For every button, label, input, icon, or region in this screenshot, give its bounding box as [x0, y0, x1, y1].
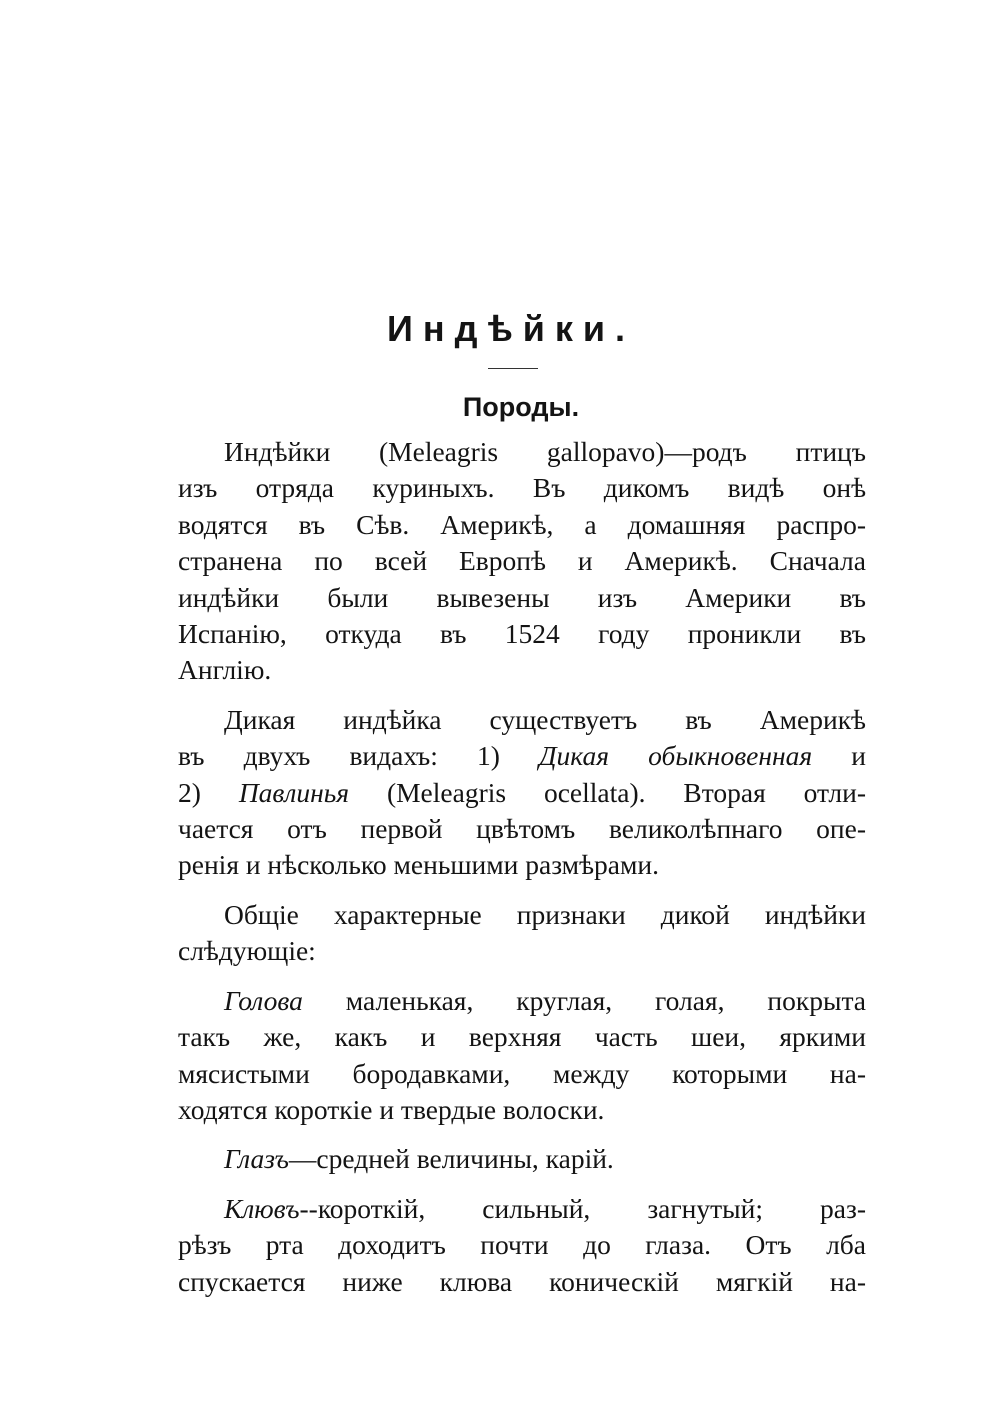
- text-line: водятся въ Сѣв. Америкѣ, а домашняя распро-: [178, 508, 866, 540]
- text-line: странена по всей Европѣ и Америкѣ. Сначала: [178, 545, 866, 577]
- section-title: Породы.: [462, 392, 580, 422]
- italic-term: Глазъ: [224, 1143, 289, 1175]
- text-segment: и: [812, 740, 866, 772]
- paragraph-head: [178, 983, 866, 1129]
- text-line: такъ же, какъ и верхняя часть шеи, яркими: [178, 1021, 866, 1053]
- paragraph-wild-turkey: [178, 702, 866, 884]
- text-line: Индѣйки (Meleagris gallopavo)—родъ птицъ: [224, 436, 866, 467]
- chapter-title: Индѣйки.: [386, 308, 636, 349]
- body-text: [178, 434, 866, 1300]
- text-segment: —средней величины, карій.: [288, 1143, 614, 1175]
- italic-term: Голова: [224, 984, 303, 1016]
- text-line: ходятся короткіе и твердые волоски.: [178, 1093, 605, 1125]
- italic-term: Дикая обыкновенная: [539, 740, 813, 772]
- text-segment: въ двухъ видахъ: 1): [178, 740, 540, 772]
- paragraph-features: [178, 897, 866, 970]
- paragraph-eye: [178, 1141, 866, 1177]
- text-line: мясистыми бородавками, между которыми на-: [178, 1057, 866, 1089]
- text-line: индѣйки были вывезены изъ Америки въ: [178, 581, 866, 613]
- text-line: слѣдующіе:: [178, 935, 316, 967]
- text-line: изъ отряда куриныхъ. Въ дикомъ видѣ онѣ: [178, 472, 866, 504]
- text-segment: (Meleagris ocellata). Вторая отли-: [349, 776, 866, 808]
- title-divider: [488, 368, 538, 369]
- text-line: [178, 1191, 866, 1227]
- text-line: Испанію, откуда въ 1524 году проникли въ: [178, 618, 866, 650]
- text-line: [178, 983, 866, 1019]
- text-line: Общіе характерные признаки дикой индѣйки: [224, 898, 866, 930]
- text-segment: маленькая, круглая, голая, покрыта: [302, 984, 866, 1016]
- paragraph-intro: [178, 434, 866, 689]
- text-line: чается отъ первой цвѣтомъ великолѣпнаго опе-: [178, 813, 866, 845]
- text-line: [178, 775, 866, 811]
- text-line: Англію.: [178, 654, 272, 686]
- text-line: Дикая индѣйка существуетъ въ Америкѣ: [224, 703, 866, 735]
- text-segment: --короткій, сильный, загнутый; раз-: [299, 1192, 866, 1224]
- text-line: [178, 738, 866, 774]
- text-line: спускается ниже клюва коническій мягкій на-: [178, 1265, 866, 1297]
- text-segment: 2): [178, 776, 239, 808]
- text-line: ренія и нѣсколько меньшими размѣрами.: [178, 849, 659, 881]
- paragraph-beak: [178, 1191, 866, 1300]
- text-line: рѣзъ рта доходитъ почти до глаза. Отъ лба: [178, 1229, 866, 1261]
- text-line: [178, 1141, 866, 1177]
- italic-term: Клювъ: [224, 1192, 300, 1224]
- italic-term: Павлинья: [238, 776, 350, 808]
